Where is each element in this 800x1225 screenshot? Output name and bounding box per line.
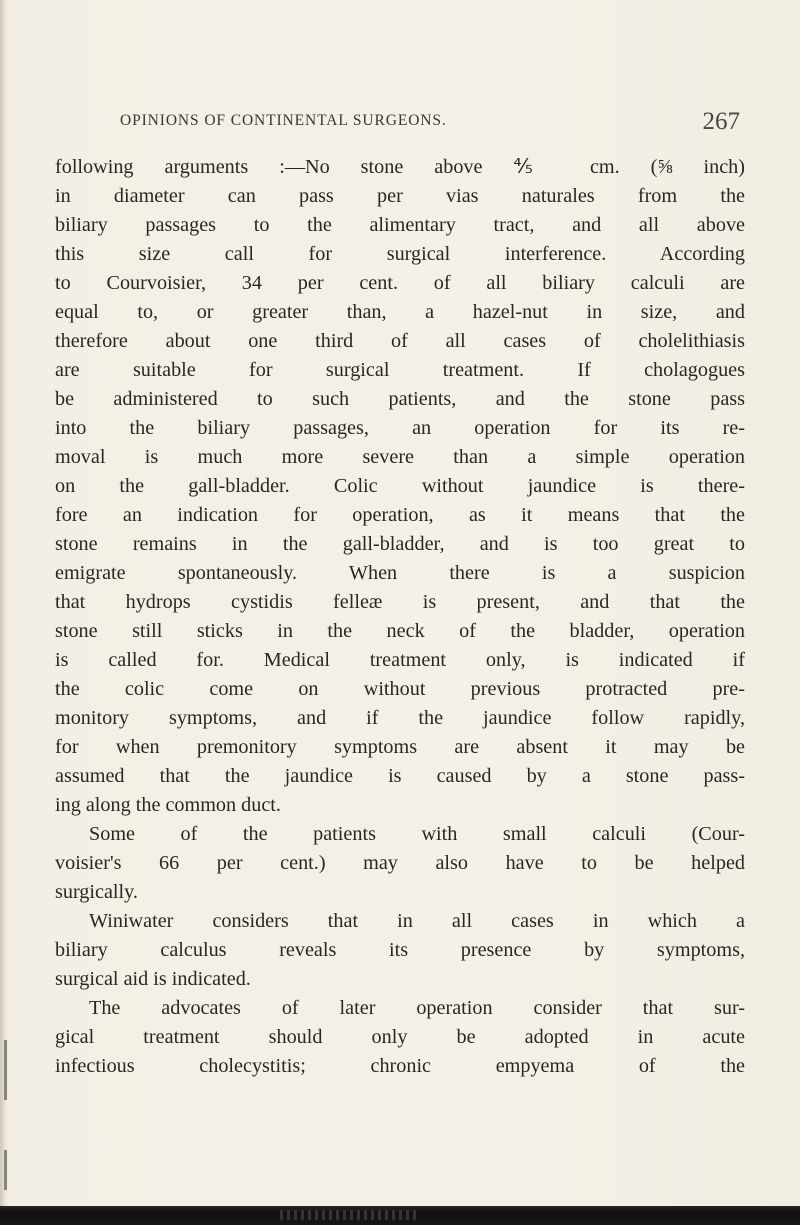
text-line: voisier's 66 per cent.) may also have to be helped <box>55 852 745 874</box>
paragraph-end-line: surgical aid is indicated. <box>55 968 251 990</box>
paragraph-start-line: The advocates of later operation consider that sur- <box>89 997 745 1019</box>
text-line: fore an indication for operation, as it means that the <box>55 504 745 526</box>
text-line: into the biliary passages, an operation for its re- <box>55 417 745 439</box>
text-line: for when premonitory symptoms are absent it may be <box>55 736 745 758</box>
text-line: on the gall-bladder. Colic without jaundice is there- <box>55 475 745 497</box>
paragraph-start-line: Some of the patients with small calculi (Cour- <box>89 823 745 845</box>
page-edge-mark <box>4 1150 7 1190</box>
body-text <box>55 153 745 1081</box>
text-line: infectious cholecystitis; chronic empyema of the <box>55 1055 745 1077</box>
text-line: biliary calculus reveals its presence by symptoms, <box>55 939 745 961</box>
page-number: 267 <box>702 108 740 135</box>
text-line: moval is much more severe than a simple operation <box>55 446 745 468</box>
paragraph-end-line: ing along the common duct. <box>55 794 281 816</box>
scan-edge-texture <box>280 1210 420 1220</box>
text-line: that hydrops cystidis felleæ is present, and that the <box>55 591 745 613</box>
text-line: emigrate spontaneously. When there is a suspicion <box>55 562 745 584</box>
text-line: this size call for surgical interference. According <box>55 243 745 265</box>
text-line: assumed that the jaundice is caused by a stone pass- <box>55 765 745 787</box>
text-line: biliary passages to the alimentary tract, and all above <box>55 214 745 236</box>
running-head <box>70 108 740 140</box>
text-line: to Courvoisier, 34 per cent. of all biliary calculi are <box>55 272 745 294</box>
text-line: are suitable for surgical treatment. If cholagogues <box>55 359 745 381</box>
paragraph-start-line: Winiwater considers that in all cases in which a <box>89 910 745 932</box>
text-line: therefore about one third of all cases of cholelithiasis <box>55 330 745 352</box>
text-line: gical treatment should only be adopted in acute <box>55 1026 745 1048</box>
page-edge-mark <box>4 1040 7 1100</box>
text-line: following arguments :—No stone above ⅘ cm. (⅝ inch) <box>55 156 745 178</box>
text-line: stone remains in the gall-bladder, and is too great to <box>55 533 745 555</box>
text-line: in diameter can pass per vias naturales from the <box>55 185 745 207</box>
text-line: be administered to such patients, and the stone pass <box>55 388 745 410</box>
text-line: monitory symptoms, and if the jaundice follow rapidly, <box>55 707 745 729</box>
text-line: is called for. Medical treatment only, is indicated if <box>55 649 745 671</box>
text-line: the colic come on without previous protracted pre- <box>55 678 745 700</box>
running-head-title: OPINIONS OF CONTINENTAL SURGEONS. <box>120 112 447 129</box>
text-line: equal to, or greater than, a hazel-nut in size, and <box>55 301 745 323</box>
paragraph-end-line: surgically. <box>55 881 138 903</box>
text-line: stone still sticks in the neck of the bladder, operation <box>55 620 745 642</box>
